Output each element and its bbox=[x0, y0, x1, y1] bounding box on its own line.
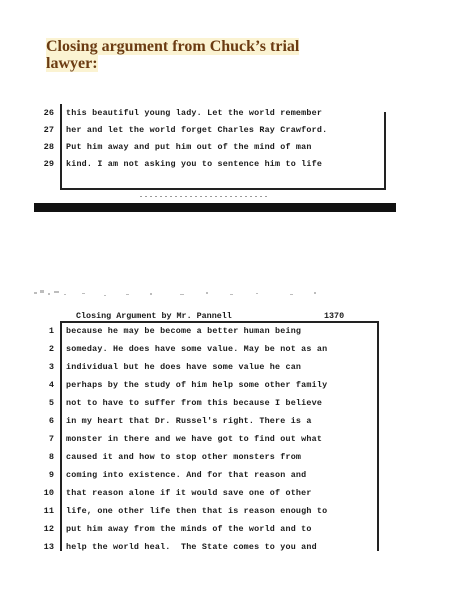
line-text: because he may be become a better human being bbox=[66, 326, 302, 336]
line-number: 5 bbox=[48, 398, 54, 408]
scan-artifact-line bbox=[140, 196, 270, 197]
line-text: someday. He does have some value. May be not as an bbox=[66, 344, 328, 354]
line-number: 13 bbox=[43, 542, 54, 552]
redaction-bar bbox=[34, 203, 396, 212]
line-number: 4 bbox=[48, 380, 54, 390]
page-header-number: 1370 bbox=[324, 311, 345, 321]
transcript-line bbox=[0, 448, 474, 466]
transcript-line bbox=[0, 394, 474, 412]
line-text: this beautiful young lady. Let the world remember bbox=[66, 108, 323, 118]
transcript-line bbox=[0, 484, 474, 502]
line-number: 28 bbox=[43, 142, 54, 152]
line-number: 27 bbox=[43, 125, 54, 135]
page-header-title: Closing Argument by Mr. Pannell bbox=[76, 311, 232, 321]
line-number: 9 bbox=[48, 470, 54, 480]
transcript-line bbox=[0, 466, 474, 484]
line-number: 7 bbox=[48, 434, 54, 444]
excerpt-1-bottom-border bbox=[60, 188, 386, 190]
line-number: 3 bbox=[48, 362, 54, 372]
page-heading-text: Closing argument from Chuck’s trial lawyer: bbox=[46, 38, 300, 72]
line-number: 1 bbox=[48, 326, 54, 336]
line-text: individual but he does have some value he can bbox=[66, 362, 302, 372]
line-text: that reason alone if it would save one of other bbox=[66, 488, 312, 498]
line-number: 29 bbox=[43, 159, 54, 169]
transcript-excerpt-1 bbox=[0, 104, 474, 194]
line-number: 10 bbox=[43, 488, 54, 498]
scan-noise bbox=[30, 284, 330, 304]
line-text: perhaps by the study of him help some other family bbox=[66, 380, 328, 390]
transcript-line bbox=[0, 376, 474, 394]
transcript-line bbox=[0, 502, 474, 520]
line-text: in my heart that Dr. Russel's right. There is a bbox=[66, 416, 312, 426]
line-number: 6 bbox=[48, 416, 54, 426]
transcript-line bbox=[0, 322, 474, 340]
line-text: kind. I am not asking you to sentence him to life bbox=[66, 159, 323, 169]
page-heading bbox=[46, 38, 314, 72]
line-text: monster in there and we have got to find out what bbox=[66, 434, 323, 444]
transcript-line bbox=[0, 121, 474, 139]
transcript-line bbox=[0, 138, 474, 156]
transcript-line bbox=[0, 358, 474, 376]
transcript-line bbox=[0, 538, 474, 556]
line-text: her and let the world forget Charles Ray Crawford. bbox=[66, 125, 328, 135]
line-number: 8 bbox=[48, 452, 54, 462]
line-text: Put him away and put him out of the mind of man bbox=[66, 142, 312, 152]
line-text: coming into existence. And for that reason and bbox=[66, 470, 307, 480]
line-number: 12 bbox=[43, 524, 54, 534]
line-text: life, one other life then that is reason enough to bbox=[66, 506, 328, 516]
transcript-line bbox=[0, 430, 474, 448]
transcript-line bbox=[0, 155, 474, 173]
transcript-line bbox=[0, 412, 474, 430]
transcript-line bbox=[0, 520, 474, 538]
line-text: caused it and how to stop other monsters from bbox=[66, 452, 302, 462]
transcript-line bbox=[0, 104, 474, 122]
transcript-line bbox=[0, 340, 474, 358]
line-number: 11 bbox=[43, 506, 54, 516]
line-number: 26 bbox=[43, 108, 54, 118]
line-text: put him away from the minds of the world and to bbox=[66, 524, 312, 534]
line-text: help the world heal. The State comes to you and bbox=[66, 542, 317, 552]
line-text: not to have to suffer from this because I believe bbox=[66, 398, 323, 408]
line-number: 2 bbox=[48, 344, 54, 354]
transcript-excerpt-2 bbox=[0, 310, 474, 550]
